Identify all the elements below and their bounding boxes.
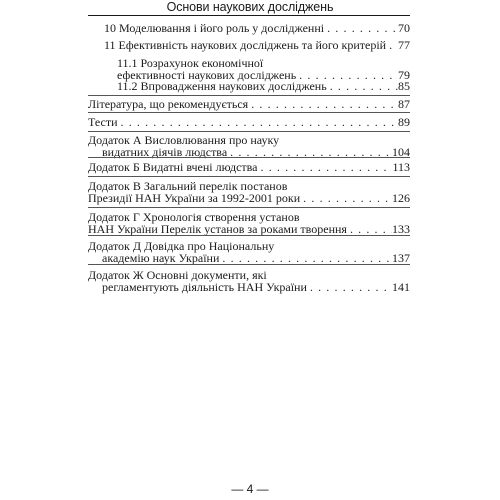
- toc-entry-page: 113: [392, 160, 410, 174]
- toc-entry-title-line: Додаток А Висловлювання про науку: [88, 133, 280, 147]
- section-divider: [88, 176, 410, 177]
- toc-entry-title: Додаток Б Видатні вчені людства: [88, 160, 258, 174]
- toc-entry-page: 85: [398, 79, 410, 93]
- dot-leader: [386, 39, 398, 51]
- toc-entry-page: 141: [392, 280, 410, 294]
- toc-entry-title: Література, що рекомендується: [88, 97, 249, 111]
- section-divider: [88, 207, 410, 208]
- dot-leader: [258, 161, 393, 173]
- section-divider: [88, 157, 410, 158]
- toc-entry-page: 70: [398, 21, 410, 35]
- section-divider: [88, 112, 410, 113]
- toc-entry-appendix-zh: [88, 269, 410, 295]
- toc-entry-title-line: Додаток Д Довідка про Національну: [88, 239, 275, 253]
- toc-entry-page: 89: [398, 115, 410, 129]
- toc-entry-title: 10 Моделювання і його роль у дослідженні: [104, 21, 325, 35]
- toc-entry-title-line: регламентують діяльність НАН України: [102, 280, 307, 294]
- dot-leader: [347, 223, 392, 235]
- toc-entry-title-line: ефективності наукових досліджень: [117, 68, 297, 82]
- section-divider: [88, 264, 410, 265]
- toc-entry-page: 137: [392, 251, 410, 265]
- toc-entry-title-line: НАН України Перелік установ за роками творення: [88, 222, 347, 236]
- toc-entry-page: 79: [398, 68, 410, 82]
- toc-entry-title: Тести: [88, 115, 118, 129]
- dot-leader: [324, 22, 398, 34]
- table-of-contents: [88, 0, 410, 500]
- section-divider: [88, 95, 410, 96]
- toc-entry-appendix-v: [88, 180, 410, 206]
- toc-entry-section-10: [104, 22, 410, 36]
- toc-entry-title-line: 11.1 Розрахунок економічної: [117, 56, 264, 70]
- toc-entry-title-line: академію наук України: [102, 251, 220, 265]
- toc-entry-page: 87: [398, 97, 410, 111]
- toc-entry-appendix-g: [88, 211, 410, 237]
- dot-leader: [248, 98, 398, 110]
- toc-entry-tests: [88, 116, 410, 130]
- toc-entry-title-line: видатних діячів людства: [102, 145, 228, 159]
- toc-entry-appendix-d: [88, 240, 410, 266]
- toc-entry-section-11: [104, 39, 410, 53]
- toc-entry-title: 11 Ефективність наукових досліджень та його критерій: [104, 38, 387, 52]
- dot-leader: [118, 116, 399, 128]
- dot-leader: [327, 80, 398, 92]
- toc-entry-page: 133: [392, 222, 410, 236]
- toc-entry-literature: [88, 98, 410, 112]
- section-divider: [88, 131, 410, 132]
- dot-leader: [300, 192, 392, 204]
- toc-entry-title-line: Додаток В Загальний перелік постанов: [88, 179, 288, 193]
- page-number: — 4 —: [231, 482, 269, 496]
- dot-leader: [219, 252, 392, 264]
- toc-entry-title: 11.2 Впровадження наукових досліджень: [117, 79, 327, 93]
- toc-entry-appendix-b: [88, 161, 410, 175]
- toc-entry-title-line: Додаток Ж Основні документи, які: [88, 268, 267, 282]
- section-divider: [88, 235, 410, 236]
- running-head: Основи наукових досліджень: [166, 0, 334, 14]
- toc-entry-page: 104: [392, 145, 410, 159]
- toc-entry-title-line: Додаток Г Хронологія створення установ: [88, 210, 300, 224]
- toc-entry-title-line: Президії НАН України за 1992-2001 роки: [88, 191, 301, 205]
- toc-entry-page: 126: [392, 191, 410, 205]
- dot-leader: [307, 281, 392, 293]
- toc-entry-page: 77: [398, 38, 410, 52]
- toc-entry-section-11-2: [117, 80, 410, 94]
